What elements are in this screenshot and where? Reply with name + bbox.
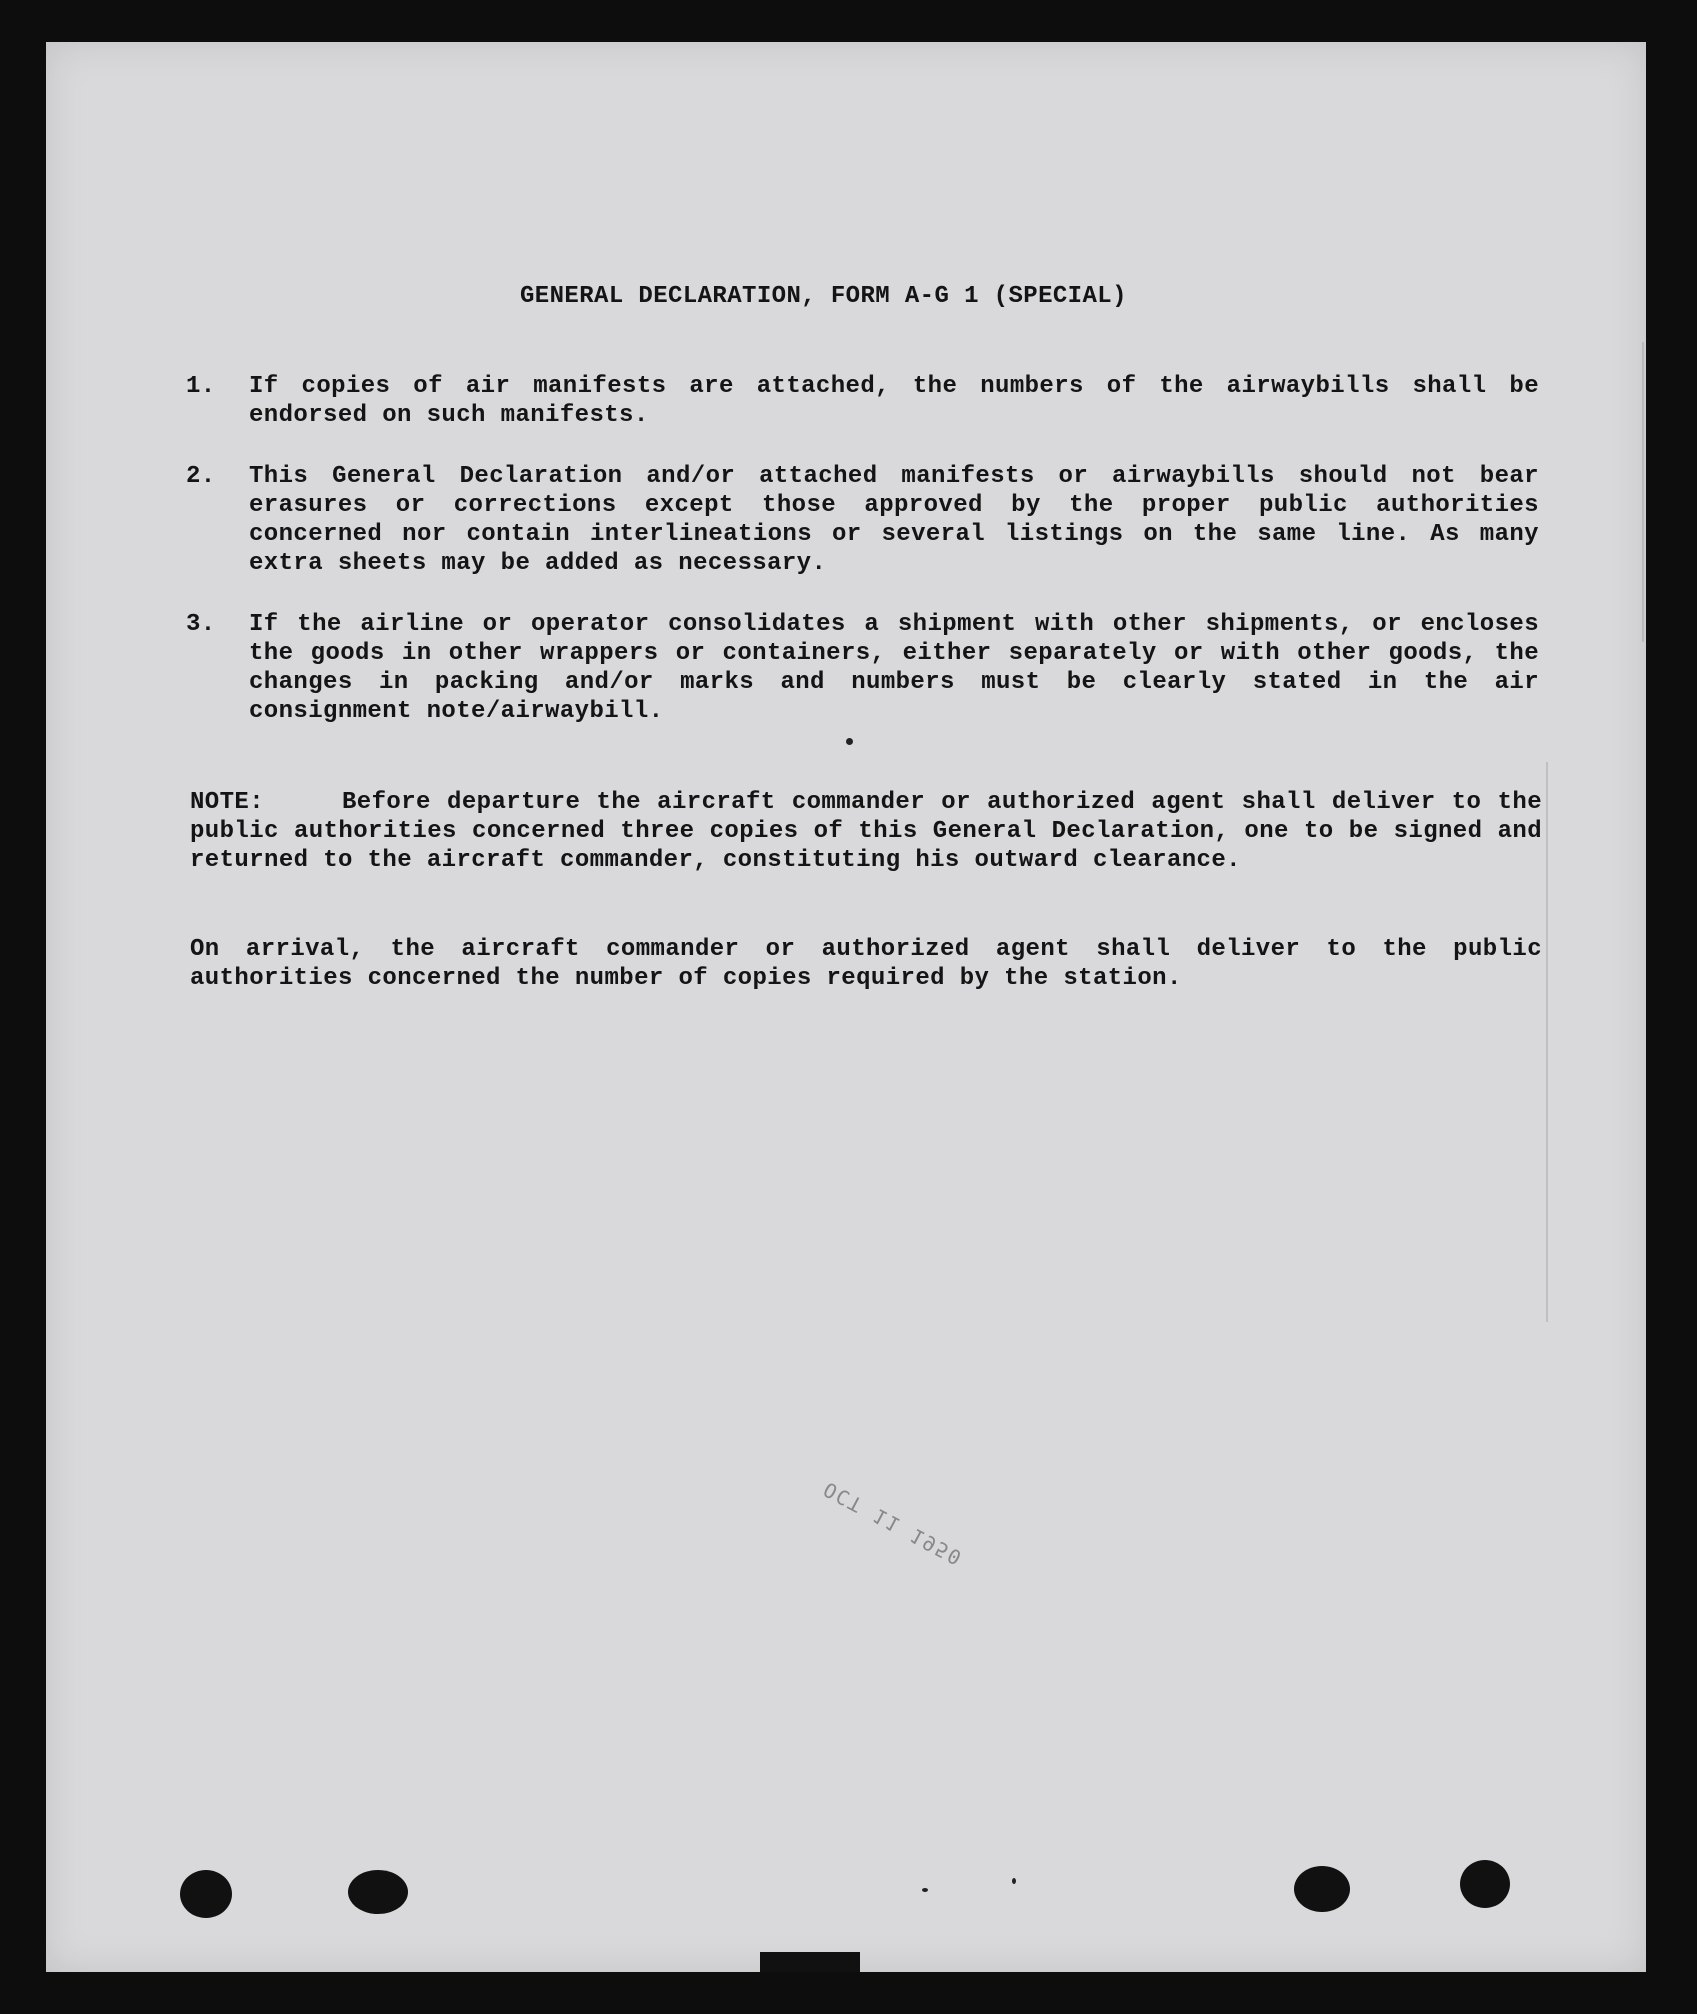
item-1-number: 1.: [186, 373, 216, 400]
note-paragraph: [190, 788, 1542, 875]
ink-speck: [1012, 1878, 1016, 1884]
document-title: GENERAL DECLARATION, FORM A-G 1 (SPECIAL): [520, 283, 1127, 310]
show-through-line: [1546, 762, 1548, 1322]
item-2-text: This General Declaration and/or attached manifests or airwaybills should not bear erasures or corrections except those approved by the proper public authorities concerned nor contain interlineations or several listings on the same line. As many extra sheets may be added as necessary.: [249, 463, 1539, 577]
item-3-number: 3.: [186, 611, 216, 638]
received-stamp: ОСТ 11 1950: [819, 1477, 968, 1571]
note-text: Before departure the aircraft commander or authorized agent shall deliver to the public authorities concerned three copies of this General Declaration, one to be signed and returned to the aircraft commander, constituting his outward clearance.: [190, 789, 1542, 874]
arrival-paragraph: On arrival, the aircraft commander or authorized agent shall deliver to the public authorities concerned the number of copies required by the station.: [190, 936, 1542, 992]
document-page: [46, 42, 1646, 1972]
item-2-number: 2.: [186, 463, 216, 490]
note-label: NOTE:: [190, 789, 265, 816]
punch-hole: [1460, 1860, 1510, 1908]
binder-clip: [760, 1952, 860, 1972]
punch-hole: [348, 1870, 408, 1914]
punch-hole: [1294, 1866, 1350, 1912]
punch-hole: [180, 1870, 232, 1918]
item-1-text: If copies of air manifests are attached, the numbers of the airwaybills shall be endorsed on such manifests.: [249, 373, 1539, 429]
item-3-text: If the airline or operator consolidates a shipment with other shipments, or encloses the goods in other wrappers or containers, either separately or with other goods, the changes in packing and/or marks and numbers must be clearly stated in the air consignment note/airwaybill.: [249, 611, 1539, 725]
ink-speck: [846, 738, 853, 745]
ink-speck: [922, 1888, 928, 1892]
page-edge-shadow: [1642, 342, 1644, 642]
